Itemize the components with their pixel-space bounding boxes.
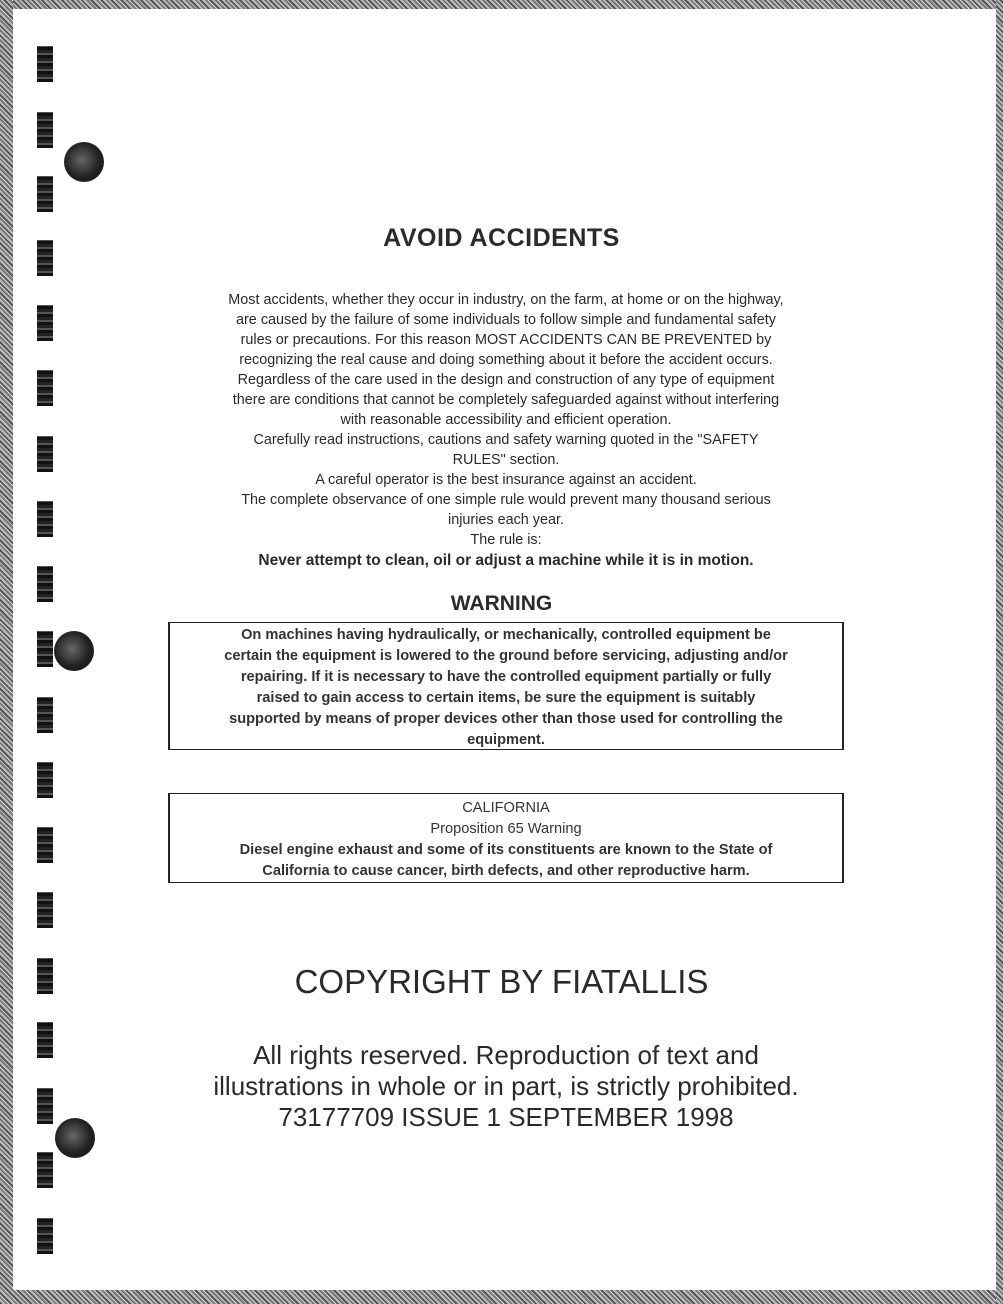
warning-line: raised to gain access to certain items, be sure the equipment is suitably: [256, 690, 756, 706]
rights-notice: [150, 1040, 862, 1133]
body-line: recognizing the real cause and doing something about it before the accident occurs.: [239, 352, 773, 368]
body-line: A careful operator is the best insurance against an accident.: [315, 472, 697, 488]
issue-line: 73177709 ISSUE 1 SEPTEMBER 1998: [278, 1102, 734, 1132]
binding-slot: [37, 305, 53, 341]
california-line: California to cause cancer, birth defects, and other reproductive harm.: [262, 863, 750, 879]
binding-slot: [37, 176, 53, 212]
punch-hole: [64, 142, 104, 182]
body-line: RULES" section.: [452, 452, 560, 468]
warning-line: On machines having hydraulically, or mechanically, controlled equipment be: [241, 627, 771, 643]
body-line: injuries each year.: [448, 512, 564, 528]
warning-box: [168, 622, 844, 750]
california-warning-box: [168, 793, 844, 883]
binding-slot: [37, 501, 53, 537]
scan-border-bottom: [0, 1290, 1003, 1304]
body-line: The complete observance of one simple rule would prevent many thousand serious: [241, 492, 771, 508]
binding-slot: [37, 1218, 53, 1254]
warning-line: equipment.: [467, 732, 545, 748]
punch-hole: [55, 1118, 95, 1158]
scan-border-left: [0, 0, 13, 1304]
california-heading: CALIFORNIA: [462, 800, 550, 816]
binding-slot: [37, 631, 53, 667]
california-line: Diesel engine exhaust and some of its constituents are known to the State of: [239, 842, 773, 858]
rights-line: illustrations in whole or in part, is strictly prohibited.: [213, 1071, 799, 1101]
binding-slot: [37, 827, 53, 863]
body-line: The rule is:: [470, 532, 542, 548]
body-line: with reasonable accessibility and efficient operation.: [340, 412, 672, 428]
binding-slot: [37, 1022, 53, 1058]
rights-line: All rights reserved. Reproduction of text and: [253, 1040, 759, 1070]
binding-slot: [37, 46, 53, 82]
binding-slot: [37, 370, 53, 406]
page-title: AVOID ACCIDENTS: [383, 224, 620, 252]
binding-slot: [37, 112, 53, 148]
binding-slot: [37, 1088, 53, 1124]
warning-title: WARNING: [450, 592, 553, 615]
scan-border-top: [0, 0, 1003, 9]
body-line: there are conditions that cannot be completely safeguarded against without interfering: [232, 392, 780, 408]
binding-slot: [37, 1152, 53, 1188]
accident-prevention-text: [165, 290, 847, 571]
body-line: rules or precautions. For this reason MOST ACCIDENTS CAN BE PREVENTED by: [240, 332, 772, 348]
body-line: Most accidents, whether they occur in industry, on the farm, at home or on the highway,: [228, 292, 784, 308]
body-line: are caused by the failure of some individuals to follow simple and fundamental safety: [236, 312, 776, 328]
safety-rule: Never attempt to clean, oil or adjust a machine while it is in motion.: [258, 552, 754, 569]
body-line: Carefully read instructions, cautions and safety warning quoted in the "SAFETY: [253, 432, 759, 448]
binding-slot: [37, 436, 53, 472]
warning-line: supported by means of proper devices other than those used for controlling the: [229, 711, 783, 727]
scan-border-right: [996, 0, 1003, 1304]
warning-line: certain the equipment is lowered to the ground before servicing, adjusting and/or: [224, 648, 788, 664]
body-line: Regardless of the care used in the design and construction of any type of equipment: [237, 372, 775, 388]
binding-slot: [37, 697, 53, 733]
warning-line: repairing. If it is necessary to have the controlled equipment partially or fully: [240, 669, 772, 685]
punch-hole: [54, 631, 94, 671]
proposition-heading: Proposition 65 Warning: [430, 821, 582, 837]
binding-slot: [37, 762, 53, 798]
copyright-title: COPYRIGHT BY FIATALLIS: [294, 963, 709, 1000]
binding-slot: [37, 892, 53, 928]
